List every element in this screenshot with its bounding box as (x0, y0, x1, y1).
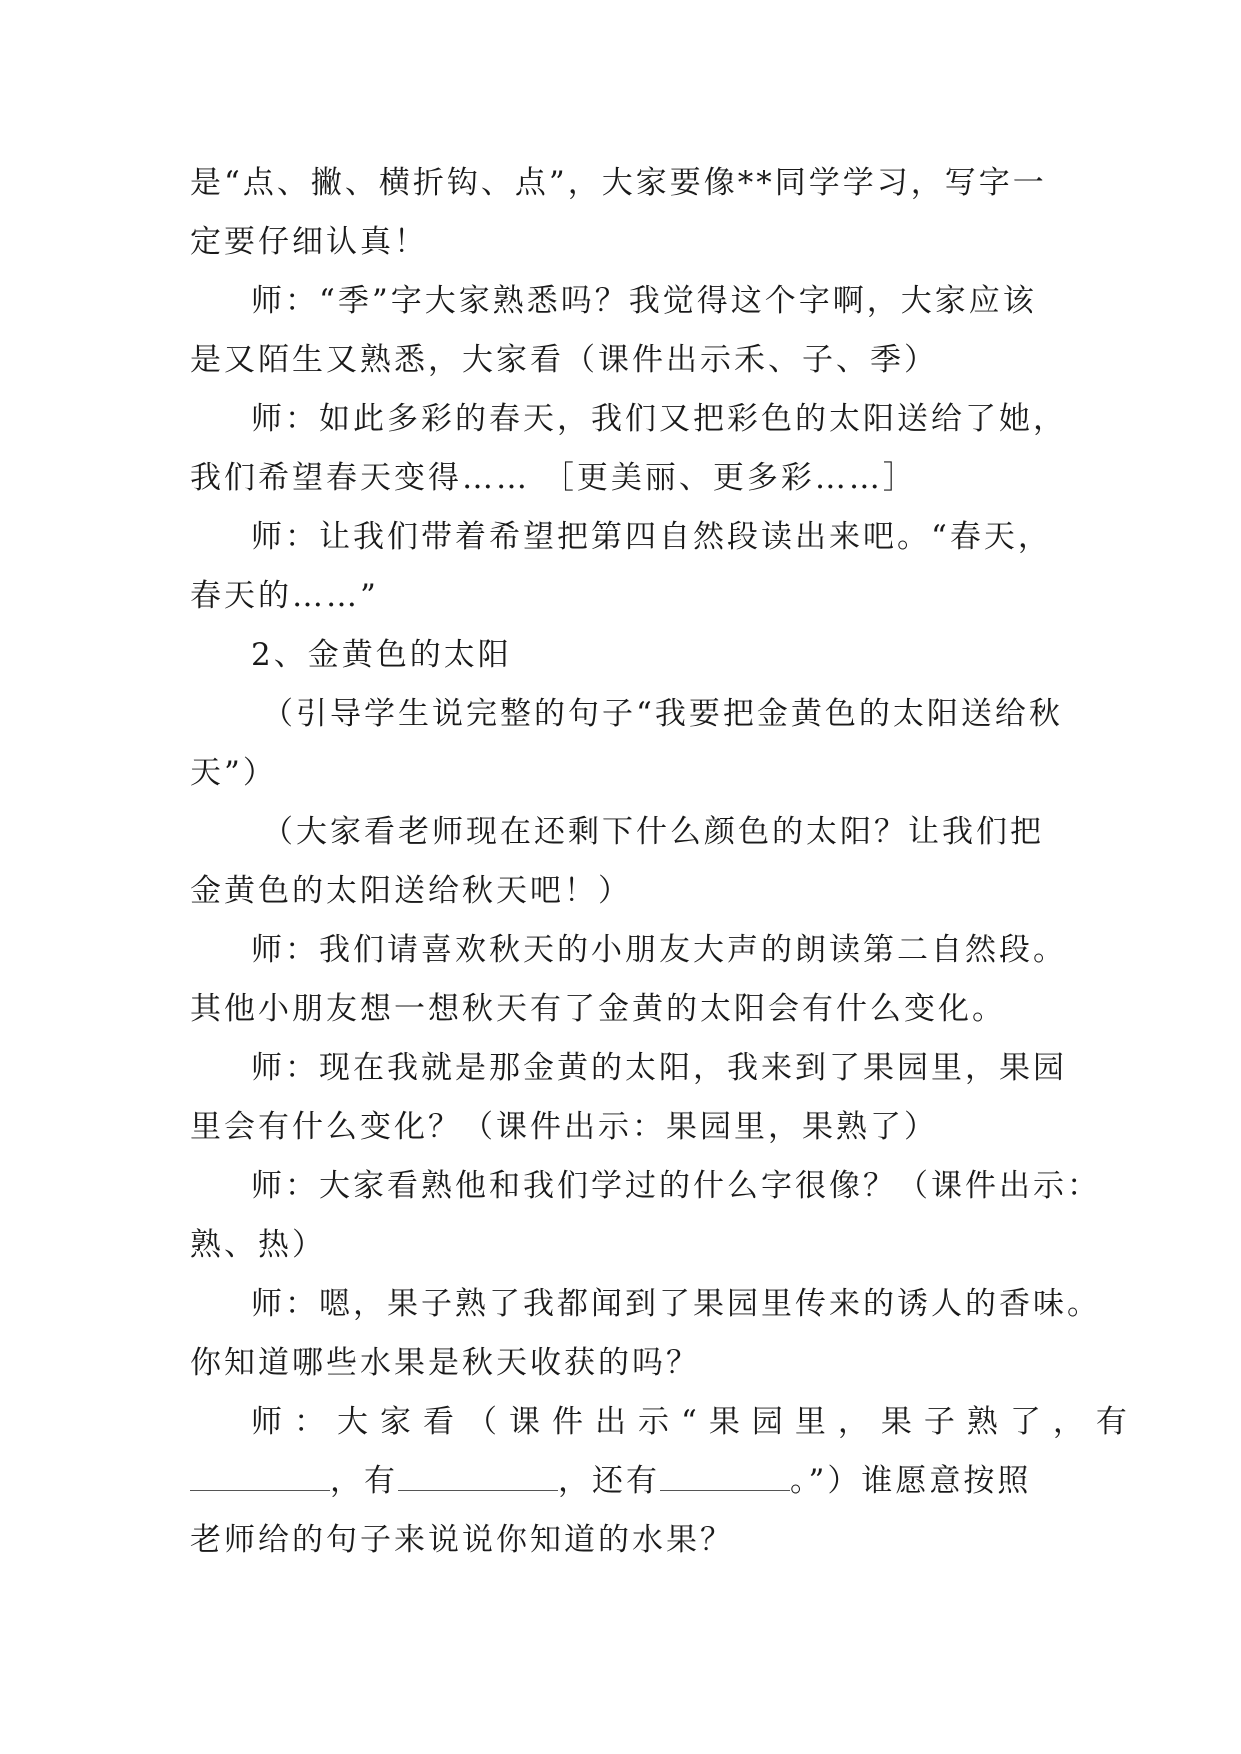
text-line: 师：如此多彩的春天，我们又把彩色的太阳送给了她， (251, 401, 1067, 437)
text-line: 你知道哪些水果是秋天收获的吗？ (190, 1345, 700, 1381)
text-line: 师：大家看（课件出示“果园里，果子熟了，有 (251, 1404, 1139, 1440)
paragraph-4 (190, 508, 1050, 626)
text-fragment: 。”）谁愿意按照 (790, 1463, 1032, 1499)
text-line: 里会有什么变化？（课件出示：果园里，果熟了） (190, 1109, 938, 1145)
text-line: 师：大家看熟他和我们学过的什么字很像？（课件出示： (251, 1168, 1101, 1204)
paragraph-12 (190, 1393, 1139, 1570)
text-line: （引导学生说完整的句子“我要把金黄色的太阳送给秋 (262, 696, 1063, 732)
text-line: 老师给的句子来说说你知道的水果？ (190, 1522, 734, 1558)
paragraph-7 (190, 803, 1050, 921)
text-line: 师：“季”字大家熟悉吗？我觉得这个字啊，大家应该 (251, 283, 1037, 319)
section-heading (190, 626, 1050, 685)
paragraph-11 (190, 1275, 1101, 1393)
text-fragment: ，还有 (558, 1463, 660, 1499)
paragraph-1 (190, 154, 1050, 272)
text-fragment: ，有 (330, 1463, 398, 1499)
text-line: 师：我们请喜欢秋天的小朋友大声的朗读第二自然段。 (251, 932, 1067, 968)
paragraph-6 (190, 685, 1063, 803)
text-line: 师：让我们带着希望把第四自然段读出来吧。“春天， (251, 519, 1052, 555)
paragraph-3 (190, 390, 1067, 508)
text-line: 是又陌生又熟悉，大家看（课件出示禾、子、季） (190, 342, 938, 378)
fill-in-blank (660, 1464, 790, 1491)
text-line: 师：嗯，果子熟了我都闻到了果园里传来的诱人的香味。 (251, 1286, 1101, 1322)
paragraph-8 (190, 921, 1067, 1039)
paragraph-2 (190, 272, 1050, 390)
text-line: 我们希望春天变得…… ［更美丽、更多彩……］ (190, 460, 917, 496)
text-line: 天”） (190, 755, 277, 791)
text-line: 师：现在我就是那金黄的太阳，我来到了果园里，果园 (251, 1050, 1067, 1086)
text-line: 其他小朋友想一想秋天有了金黄的太阳会有什么变化。 (190, 991, 1006, 1027)
text-line: 是“点、撇、横折钩、点”，大家要像**同学学习，写字一 (190, 165, 1047, 201)
fill-in-blank (398, 1464, 558, 1491)
text-line: （大家看老师现在还剩下什么颜色的太阳？让我们把 (262, 814, 1044, 850)
text-line: 定要仔细认真！ (190, 224, 428, 260)
fill-in-line (190, 1452, 1050, 1511)
text-line: 金黄色的太阳送给秋天吧！） (190, 873, 632, 909)
paragraph-9 (190, 1039, 1067, 1157)
text-line: 熟、热） (190, 1227, 326, 1263)
text-line: 2、金黄色的太阳 (251, 637, 512, 673)
fill-in-blank (190, 1464, 330, 1491)
text-line: 春天的……” (190, 578, 379, 614)
paragraph-10 (190, 1157, 1101, 1275)
